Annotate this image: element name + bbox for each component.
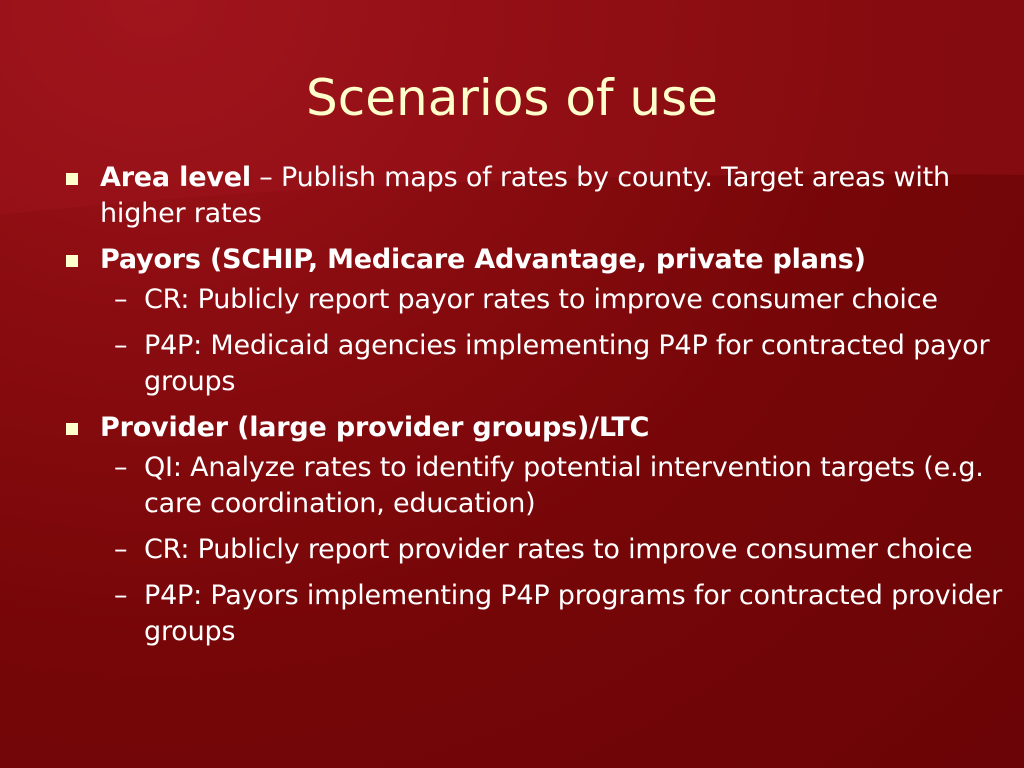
square-bullet-icon [66, 173, 78, 185]
square-bullet-icon [66, 255, 78, 267]
sub-item-qi [62, 450, 1012, 522]
dash-icon: – [114, 330, 128, 361]
item-lead: Area level [100, 162, 251, 193]
sub-item-text: QI: Analyze rates to identify potential intervention targets (e.g. care coordination, education) [144, 452, 984, 519]
item-text: – Publish maps of rates by county. Target areas with higher rates [100, 162, 950, 229]
item-lead: Payors (SCHIP, Medicare Advantage, private plans) [100, 244, 866, 275]
sub-item-text: CR: Publicly report payor rates to improve consumer choice [144, 284, 938, 315]
dash-icon: – [114, 284, 128, 315]
list-item-provider [62, 410, 1012, 446]
dash-icon: – [114, 534, 128, 565]
sub-item-text: P4P: Medicaid agencies implementing P4P for contracted payor groups [144, 330, 990, 397]
sub-item-p4p-medicaid [62, 328, 1012, 400]
list-item-area-level [62, 160, 1012, 232]
bullet-list [62, 160, 1012, 660]
dash-icon: – [114, 580, 128, 611]
sub-item-cr-provider [62, 532, 1012, 568]
sub-item-p4p-payors [62, 578, 1012, 650]
sub-item-text: CR: Publicly report provider rates to improve consumer choice [144, 534, 973, 565]
slide-title: Scenarios of use [306, 69, 718, 127]
list-item-payors [62, 242, 1012, 278]
dash-icon: – [114, 452, 128, 483]
square-bullet-icon [66, 423, 78, 435]
sub-item-cr-payor [62, 282, 1012, 318]
sub-item-text: P4P: Payors implementing P4P programs for contracted provider groups [144, 580, 1002, 647]
item-lead: Provider (large provider groups)/LTC [100, 412, 650, 443]
